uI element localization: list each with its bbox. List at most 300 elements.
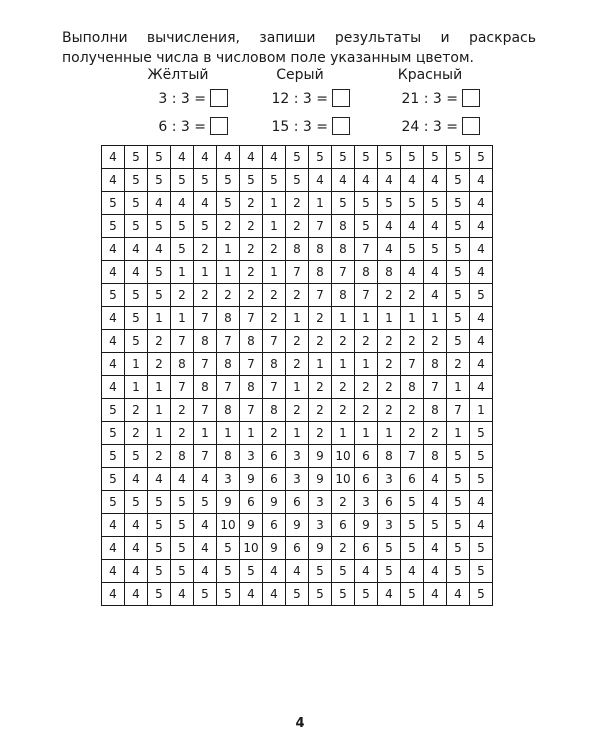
grid-cell[interactable]: 4 (470, 307, 493, 330)
grid-cell[interactable]: 3 (309, 491, 332, 514)
grid-cell[interactable]: 8 (309, 261, 332, 284)
grid-cell[interactable]: 5 (470, 422, 493, 445)
grid-cell[interactable]: 10 (332, 468, 355, 491)
grid-cell[interactable]: 5 (447, 514, 470, 537)
grid-cell[interactable]: 1 (355, 353, 378, 376)
grid-cell[interactable]: 4 (470, 491, 493, 514)
grid-cell[interactable]: 5 (125, 215, 148, 238)
grid-cell[interactable]: 2 (240, 215, 263, 238)
grid-cell[interactable]: 2 (263, 238, 286, 261)
grid-cell[interactable]: 8 (332, 215, 355, 238)
grid-cell[interactable]: 5 (355, 215, 378, 238)
grid-cell[interactable]: 8 (332, 238, 355, 261)
grid-cell[interactable]: 1 (309, 353, 332, 376)
grid-cell[interactable]: 2 (240, 192, 263, 215)
grid-cell[interactable]: 8 (194, 330, 217, 353)
grid-cell[interactable]: 4 (470, 169, 493, 192)
grid-cell[interactable]: 2 (424, 422, 447, 445)
grid-cell[interactable]: 5 (240, 560, 263, 583)
grid-cell[interactable]: 5 (171, 169, 194, 192)
answer-box[interactable] (462, 89, 480, 107)
grid-cell[interactable]: 4 (378, 238, 401, 261)
grid-cell[interactable]: 4 (424, 491, 447, 514)
grid-cell[interactable]: 8 (240, 376, 263, 399)
grid-cell[interactable]: 5 (447, 284, 470, 307)
grid-cell[interactable]: 7 (309, 215, 332, 238)
grid-cell[interactable]: 5 (401, 514, 424, 537)
grid-cell[interactable]: 4 (355, 169, 378, 192)
grid-cell[interactable]: 1 (194, 422, 217, 445)
grid-cell[interactable]: 7 (171, 330, 194, 353)
grid-cell[interactable]: 4 (309, 169, 332, 192)
grid-cell[interactable]: 2 (447, 353, 470, 376)
grid-cell[interactable]: 5 (148, 215, 171, 238)
grid-cell[interactable]: 4 (125, 583, 148, 606)
grid-cell[interactable]: 1 (424, 307, 447, 330)
grid-cell[interactable]: 5 (148, 537, 171, 560)
grid-cell[interactable]: 4 (125, 560, 148, 583)
grid-cell[interactable]: 5 (217, 537, 240, 560)
grid-cell[interactable]: 1 (286, 376, 309, 399)
grid-cell[interactable]: 4 (470, 330, 493, 353)
grid-cell[interactable]: 6 (286, 491, 309, 514)
grid-cell[interactable]: 2 (263, 307, 286, 330)
grid-cell[interactable]: 4 (401, 169, 424, 192)
grid-cell[interactable]: 7 (217, 330, 240, 353)
grid-cell[interactable]: 1 (148, 399, 171, 422)
grid-cell[interactable]: 10 (217, 514, 240, 537)
grid-cell[interactable]: 2 (286, 399, 309, 422)
grid-cell[interactable]: 5 (447, 238, 470, 261)
grid-cell[interactable]: 9 (263, 537, 286, 560)
grid-cell[interactable]: 1 (447, 376, 470, 399)
grid-cell[interactable]: 3 (217, 468, 240, 491)
grid-cell[interactable]: 2 (148, 353, 171, 376)
grid-cell[interactable]: 8 (263, 353, 286, 376)
grid-cell[interactable]: 5 (263, 169, 286, 192)
grid-cell[interactable]: 9 (240, 514, 263, 537)
grid-cell[interactable]: 3 (378, 514, 401, 537)
grid-cell[interactable]: 5 (148, 261, 171, 284)
grid-cell[interactable]: 2 (378, 376, 401, 399)
grid-cell[interactable]: 4 (102, 330, 125, 353)
grid-cell[interactable]: 1 (332, 353, 355, 376)
grid-cell[interactable]: 5 (102, 399, 125, 422)
grid-cell[interactable]: 4 (263, 583, 286, 606)
grid-cell[interactable]: 4 (240, 146, 263, 169)
grid-cell[interactable]: 2 (355, 330, 378, 353)
grid-cell[interactable]: 2 (286, 192, 309, 215)
grid-cell[interactable]: 7 (309, 284, 332, 307)
grid-cell[interactable]: 1 (309, 192, 332, 215)
grid-cell[interactable]: 5 (286, 583, 309, 606)
grid-cell[interactable]: 8 (217, 353, 240, 376)
grid-cell[interactable]: 2 (171, 284, 194, 307)
grid-cell[interactable]: 5 (309, 146, 332, 169)
grid-cell[interactable]: 5 (309, 583, 332, 606)
grid-cell[interactable]: 6 (286, 537, 309, 560)
grid-cell[interactable]: 9 (286, 514, 309, 537)
grid-cell[interactable]: 5 (171, 560, 194, 583)
grid-cell[interactable]: 4 (148, 192, 171, 215)
grid-cell[interactable]: 6 (378, 491, 401, 514)
grid-cell[interactable]: 7 (194, 353, 217, 376)
grid-cell[interactable]: 8 (194, 376, 217, 399)
grid-cell[interactable]: 2 (309, 307, 332, 330)
grid-cell[interactable]: 8 (424, 399, 447, 422)
grid-cell[interactable]: 5 (447, 445, 470, 468)
grid-cell[interactable]: 3 (286, 445, 309, 468)
grid-cell[interactable]: 2 (217, 215, 240, 238)
grid-cell[interactable]: 9 (263, 491, 286, 514)
grid-cell[interactable]: 7 (194, 399, 217, 422)
grid-cell[interactable]: 5 (125, 330, 148, 353)
grid-cell[interactable]: 7 (240, 353, 263, 376)
grid-cell[interactable]: 5 (102, 422, 125, 445)
grid-cell[interactable]: 5 (470, 146, 493, 169)
grid-cell[interactable]: 4 (194, 146, 217, 169)
grid-cell[interactable]: 5 (355, 146, 378, 169)
grid-cell[interactable]: 1 (171, 307, 194, 330)
grid-cell[interactable]: 7 (171, 376, 194, 399)
grid-cell[interactable]: 5 (125, 445, 148, 468)
grid-cell[interactable]: 5 (148, 514, 171, 537)
grid-cell[interactable]: 5 (102, 491, 125, 514)
grid-cell[interactable]: 5 (102, 215, 125, 238)
grid-cell[interactable]: 5 (447, 307, 470, 330)
grid-cell[interactable]: 7 (424, 376, 447, 399)
grid-cell[interactable]: 2 (378, 330, 401, 353)
grid-cell[interactable]: 4 (424, 583, 447, 606)
grid-cell[interactable]: 5 (424, 514, 447, 537)
grid-cell[interactable]: 4 (470, 514, 493, 537)
grid-cell[interactable]: 1 (217, 422, 240, 445)
answer-box[interactable] (462, 117, 480, 135)
grid-cell[interactable]: 1 (148, 422, 171, 445)
grid-cell[interactable]: 8 (355, 261, 378, 284)
grid-cell[interactable]: 2 (217, 284, 240, 307)
grid-cell[interactable]: 5 (148, 583, 171, 606)
grid-cell[interactable]: 5 (447, 468, 470, 491)
grid-cell[interactable]: 9 (355, 514, 378, 537)
grid-cell[interactable]: 7 (355, 284, 378, 307)
grid-cell[interactable]: 8 (378, 261, 401, 284)
grid-cell[interactable]: 2 (286, 330, 309, 353)
grid-cell[interactable]: 1 (263, 215, 286, 238)
grid-cell[interactable]: 2 (332, 330, 355, 353)
grid-cell[interactable]: 5 (355, 583, 378, 606)
grid-cell[interactable]: 1 (148, 307, 171, 330)
answer-box[interactable] (210, 117, 228, 135)
grid-cell[interactable]: 7 (263, 376, 286, 399)
grid-cell[interactable]: 4 (470, 215, 493, 238)
grid-cell[interactable]: 3 (378, 468, 401, 491)
grid-cell[interactable]: 8 (217, 399, 240, 422)
grid-cell[interactable]: 5 (470, 468, 493, 491)
grid-cell[interactable]: 1 (378, 307, 401, 330)
grid-cell[interactable]: 4 (125, 514, 148, 537)
grid-cell[interactable]: 5 (401, 146, 424, 169)
grid-cell[interactable]: 2 (378, 284, 401, 307)
grid-cell[interactable]: 5 (148, 560, 171, 583)
grid-cell[interactable]: 7 (194, 445, 217, 468)
grid-cell[interactable]: 7 (286, 261, 309, 284)
grid-cell[interactable]: 5 (424, 146, 447, 169)
grid-cell[interactable]: 2 (125, 422, 148, 445)
grid-cell[interactable]: 5 (401, 491, 424, 514)
grid-cell[interactable]: 5 (378, 146, 401, 169)
grid-cell[interactable]: 5 (470, 284, 493, 307)
grid-cell[interactable]: 5 (447, 491, 470, 514)
grid-cell[interactable]: 2 (194, 238, 217, 261)
grid-cell[interactable]: 4 (194, 468, 217, 491)
grid-cell[interactable]: 1 (263, 192, 286, 215)
grid-cell[interactable]: 4 (194, 514, 217, 537)
grid-cell[interactable]: 7 (194, 307, 217, 330)
grid-cell[interactable]: 4 (447, 583, 470, 606)
grid-cell[interactable]: 5 (424, 238, 447, 261)
answer-box[interactable] (332, 89, 350, 107)
grid-cell[interactable]: 10 (332, 445, 355, 468)
grid-cell[interactable]: 5 (194, 491, 217, 514)
grid-cell[interactable]: 4 (171, 146, 194, 169)
grid-cell[interactable]: 4 (263, 146, 286, 169)
grid-cell[interactable]: 5 (332, 146, 355, 169)
grid-cell[interactable]: 5 (125, 169, 148, 192)
grid-cell[interactable]: 5 (286, 146, 309, 169)
grid-cell[interactable]: 6 (355, 445, 378, 468)
grid-cell[interactable]: 5 (378, 537, 401, 560)
grid-cell[interactable]: 5 (171, 215, 194, 238)
grid-cell[interactable]: 2 (401, 422, 424, 445)
grid-cell[interactable]: 5 (194, 169, 217, 192)
grid-cell[interactable]: 5 (171, 238, 194, 261)
grid-cell[interactable]: 3 (286, 468, 309, 491)
grid-cell[interactable]: 1 (148, 376, 171, 399)
grid-cell[interactable]: 4 (102, 169, 125, 192)
grid-cell[interactable]: 8 (217, 445, 240, 468)
grid-cell[interactable]: 4 (125, 468, 148, 491)
grid-cell[interactable]: 1 (217, 261, 240, 284)
grid-cell[interactable]: 5 (332, 560, 355, 583)
grid-cell[interactable]: 8 (240, 330, 263, 353)
grid-cell[interactable]: 2 (263, 422, 286, 445)
grid-cell[interactable]: 5 (401, 192, 424, 215)
grid-cell[interactable]: 9 (309, 468, 332, 491)
grid-cell[interactable]: 5 (171, 537, 194, 560)
grid-cell[interactable]: 1 (217, 238, 240, 261)
grid-cell[interactable]: 4 (424, 215, 447, 238)
grid-cell[interactable]: 5 (470, 445, 493, 468)
grid-cell[interactable]: 4 (424, 261, 447, 284)
grid-cell[interactable]: 3 (355, 491, 378, 514)
grid-cell[interactable]: 2 (125, 399, 148, 422)
grid-cell[interactable]: 4 (378, 169, 401, 192)
grid-cell[interactable]: 2 (355, 376, 378, 399)
grid-cell[interactable]: 5 (447, 330, 470, 353)
grid-cell[interactable]: 4 (102, 583, 125, 606)
grid-cell[interactable]: 1 (355, 422, 378, 445)
grid-cell[interactable]: 4 (424, 537, 447, 560)
grid-cell[interactable]: 5 (125, 491, 148, 514)
grid-cell[interactable]: 7 (240, 307, 263, 330)
grid-cell[interactable]: 5 (217, 560, 240, 583)
grid-cell[interactable]: 1 (194, 261, 217, 284)
grid-cell[interactable]: 8 (263, 399, 286, 422)
grid-cell[interactable]: 10 (240, 537, 263, 560)
grid-cell[interactable]: 2 (240, 238, 263, 261)
grid-cell[interactable]: 5 (447, 146, 470, 169)
grid-cell[interactable]: 2 (378, 353, 401, 376)
grid-cell[interactable]: 5 (447, 560, 470, 583)
grid-cell[interactable]: 4 (355, 560, 378, 583)
grid-cell[interactable]: 4 (332, 169, 355, 192)
grid-cell[interactable]: 2 (401, 284, 424, 307)
grid-cell[interactable]: 9 (309, 445, 332, 468)
grid-cell[interactable]: 2 (355, 399, 378, 422)
grid-cell[interactable]: 7 (263, 330, 286, 353)
grid-cell[interactable]: 6 (332, 514, 355, 537)
grid-cell[interactable]: 4 (102, 238, 125, 261)
grid-cell[interactable]: 7 (401, 353, 424, 376)
grid-cell[interactable]: 4 (102, 261, 125, 284)
grid-cell[interactable]: 8 (217, 307, 240, 330)
grid-cell[interactable]: 4 (470, 192, 493, 215)
grid-cell[interactable]: 6 (355, 468, 378, 491)
grid-cell[interactable]: 1 (332, 307, 355, 330)
grid-cell[interactable]: 4 (470, 353, 493, 376)
grid-cell[interactable]: 5 (401, 583, 424, 606)
grid-cell[interactable]: 4 (286, 560, 309, 583)
grid-cell[interactable]: 2 (309, 422, 332, 445)
grid-cell[interactable]: 5 (171, 514, 194, 537)
grid-cell[interactable]: 4 (470, 238, 493, 261)
grid-cell[interactable]: 2 (378, 399, 401, 422)
grid-cell[interactable]: 2 (332, 399, 355, 422)
grid-cell[interactable]: 4 (401, 261, 424, 284)
grid-cell[interactable]: 1 (240, 422, 263, 445)
grid-cell[interactable]: 4 (263, 560, 286, 583)
grid-cell[interactable]: 4 (171, 583, 194, 606)
grid-cell[interactable]: 4 (125, 261, 148, 284)
grid-cell[interactable]: 4 (148, 468, 171, 491)
grid-cell[interactable]: 4 (424, 468, 447, 491)
grid-cell[interactable]: 9 (309, 537, 332, 560)
grid-cell[interactable]: 7 (240, 399, 263, 422)
grid-cell[interactable]: 8 (171, 353, 194, 376)
grid-cell[interactable]: 5 (217, 169, 240, 192)
grid-cell[interactable]: 5 (470, 583, 493, 606)
grid-cell[interactable]: 8 (378, 445, 401, 468)
grid-cell[interactable]: 6 (263, 445, 286, 468)
grid-cell[interactable]: 4 (148, 238, 171, 261)
grid-cell[interactable]: 7 (355, 238, 378, 261)
grid-cell[interactable]: 2 (424, 330, 447, 353)
grid-cell[interactable]: 2 (401, 330, 424, 353)
grid-cell[interactable]: 2 (286, 215, 309, 238)
grid-cell[interactable]: 8 (424, 353, 447, 376)
grid-cell[interactable]: 8 (171, 445, 194, 468)
grid-cell[interactable]: 1 (263, 261, 286, 284)
grid-cell[interactable]: 3 (309, 514, 332, 537)
grid-cell[interactable]: 2 (148, 330, 171, 353)
grid-cell[interactable]: 4 (102, 307, 125, 330)
grid-cell[interactable]: 5 (447, 215, 470, 238)
grid-cell[interactable]: 4 (401, 560, 424, 583)
grid-cell[interactable]: 1 (286, 422, 309, 445)
grid-cell[interactable]: 5 (148, 284, 171, 307)
grid-cell[interactable]: 1 (355, 307, 378, 330)
grid-cell[interactable]: 5 (378, 192, 401, 215)
grid-cell[interactable]: 5 (148, 169, 171, 192)
answer-box[interactable] (210, 89, 228, 107)
grid-cell[interactable]: 8 (424, 445, 447, 468)
grid-cell[interactable]: 4 (102, 376, 125, 399)
grid-cell[interactable]: 4 (125, 238, 148, 261)
grid-cell[interactable]: 5 (286, 169, 309, 192)
grid-cell[interactable]: 5 (240, 169, 263, 192)
grid-cell[interactable]: 5 (378, 560, 401, 583)
grid-cell[interactable]: 5 (125, 192, 148, 215)
grid-cell[interactable]: 5 (217, 192, 240, 215)
grid-cell[interactable]: 7 (447, 399, 470, 422)
grid-cell[interactable]: 2 (148, 445, 171, 468)
grid-cell[interactable]: 4 (194, 537, 217, 560)
grid-cell[interactable]: 2 (332, 537, 355, 560)
grid-cell[interactable]: 4 (125, 537, 148, 560)
grid-cell[interactable]: 5 (125, 307, 148, 330)
grid-cell[interactable]: 5 (447, 169, 470, 192)
grid-cell[interactable]: 3 (240, 445, 263, 468)
grid-cell[interactable]: 1 (332, 422, 355, 445)
grid-cell[interactable]: 5 (171, 491, 194, 514)
grid-cell[interactable]: 4 (102, 537, 125, 560)
grid-cell[interactable]: 7 (332, 261, 355, 284)
answer-box[interactable] (332, 117, 350, 135)
grid-cell[interactable]: 2 (332, 376, 355, 399)
grid-cell[interactable]: 2 (309, 376, 332, 399)
grid-cell[interactable]: 8 (332, 284, 355, 307)
grid-cell[interactable]: 6 (401, 468, 424, 491)
grid-cell[interactable]: 5 (447, 192, 470, 215)
grid-cell[interactable]: 7 (217, 376, 240, 399)
grid-cell[interactable]: 4 (240, 583, 263, 606)
grid-cell[interactable]: 4 (194, 560, 217, 583)
grid-cell[interactable]: 7 (401, 445, 424, 468)
grid-cell[interactable]: 6 (263, 468, 286, 491)
grid-cell[interactable]: 2 (286, 353, 309, 376)
grid-cell[interactable]: 5 (401, 537, 424, 560)
grid-cell[interactable]: 4 (102, 146, 125, 169)
grid-cell[interactable]: 6 (240, 491, 263, 514)
grid-cell[interactable]: 4 (194, 192, 217, 215)
grid-cell[interactable]: 5 (148, 146, 171, 169)
grid-cell[interactable]: 5 (447, 261, 470, 284)
grid-cell[interactable]: 2 (286, 284, 309, 307)
grid-cell[interactable]: 5 (102, 284, 125, 307)
grid-cell[interactable]: 4 (378, 583, 401, 606)
grid-cell[interactable]: 6 (263, 514, 286, 537)
grid-cell[interactable]: 5 (102, 468, 125, 491)
grid-cell[interactable]: 5 (332, 583, 355, 606)
grid-cell[interactable]: 6 (355, 537, 378, 560)
grid-cell[interactable]: 5 (125, 146, 148, 169)
grid-cell[interactable]: 5 (355, 192, 378, 215)
grid-cell[interactable]: 5 (194, 583, 217, 606)
grid-cell[interactable]: 5 (217, 583, 240, 606)
grid-cell[interactable]: 4 (102, 514, 125, 537)
grid-cell[interactable]: 2 (240, 284, 263, 307)
